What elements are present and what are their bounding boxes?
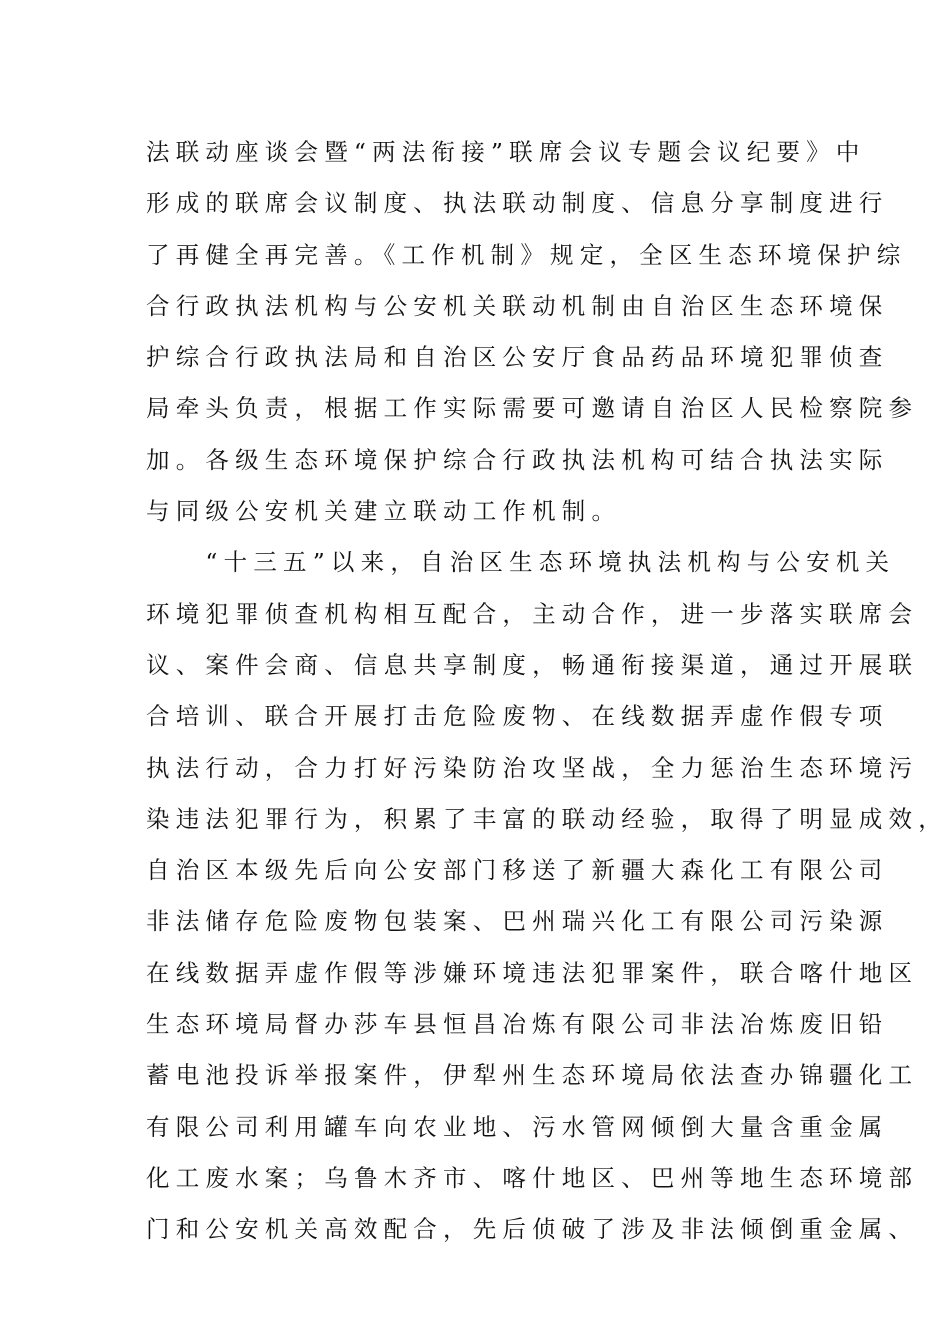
text-line: 化工废水案；乌鲁木齐市、喀什地区、巴州等地生态环境部 bbox=[146, 1163, 919, 1192]
text-line: 加。各级生态环境保护综合行政执法机构可结合执法实际 bbox=[146, 445, 889, 474]
text-line: 门和公安机关高效配合，先后侦破了涉及非法倾倒重金属、 bbox=[146, 1215, 919, 1244]
text-line: 自治区本级先后向公安部门移送了新疆大森化工有限公司 bbox=[146, 856, 889, 885]
paragraph-2 bbox=[146, 537, 948, 1255]
text-line: 蓄电池投诉举报案件，伊犁州生态环境局依法查办锦疆化工 bbox=[146, 1061, 919, 1090]
text-line: 有限公司利用罐车向农业地、污水管网倾倒大量含重金属 bbox=[146, 1112, 889, 1141]
text-line: 执法行动，合力打好污染防治攻坚战，全力惩治生态环境污 bbox=[146, 753, 919, 782]
text-line: 议、案件会商、信息共享制度，畅通衔接渠道，通过开展联 bbox=[146, 650, 919, 679]
text-line: 合培训、联合开展打击危险废物、在线数据弄虚作假专项 bbox=[146, 702, 889, 731]
text-line: 法联动座谈会暨“两法衔接”联席会议专题会议纪要》中 bbox=[146, 138, 866, 166]
text-line: “十三五”以来，自治区生态环境执法机构与公安机关 bbox=[146, 548, 896, 577]
text-line: 形成的联席会议制度、执法联动制度、信息分享制度进行 bbox=[146, 189, 889, 218]
text-line: 了再健全再完善。《工作机制》规定，全区生态环境保护综 bbox=[146, 240, 907, 269]
document-body bbox=[146, 127, 948, 1256]
text-line: 在线数据弄虚作假等涉嫌环境违法犯罪案件，联合喀什地区 bbox=[146, 958, 919, 987]
text-line: 生态环境局督办莎车县恒昌冶炼有限公司非法冶炼废旧铅 bbox=[146, 1010, 889, 1039]
paragraph-1 bbox=[146, 127, 919, 537]
text-line: 合行政执法机构与公安机关联动机制由自治区生态环境保 bbox=[146, 291, 889, 320]
text-line: 非法储存危险废物包装案、巴州瑞兴化工有限公司污染源 bbox=[146, 907, 889, 936]
text-line: 染违法犯罪行为，积累了丰富的联动经验，取得了明显成效， bbox=[146, 804, 948, 833]
text-line: 护综合行政执法局和自治区公安厅食品药品环境犯罪侦查 bbox=[146, 343, 889, 372]
text-line: 环境犯罪侦查机构相互配合，主动合作，进一步落实联席会 bbox=[146, 599, 919, 628]
text-line: 与同级公安机关建立联动工作机制。 bbox=[146, 497, 622, 526]
text-line: 局牵头负责，根据工作实际需要可邀请自治区人民检察院参 bbox=[146, 394, 919, 423]
